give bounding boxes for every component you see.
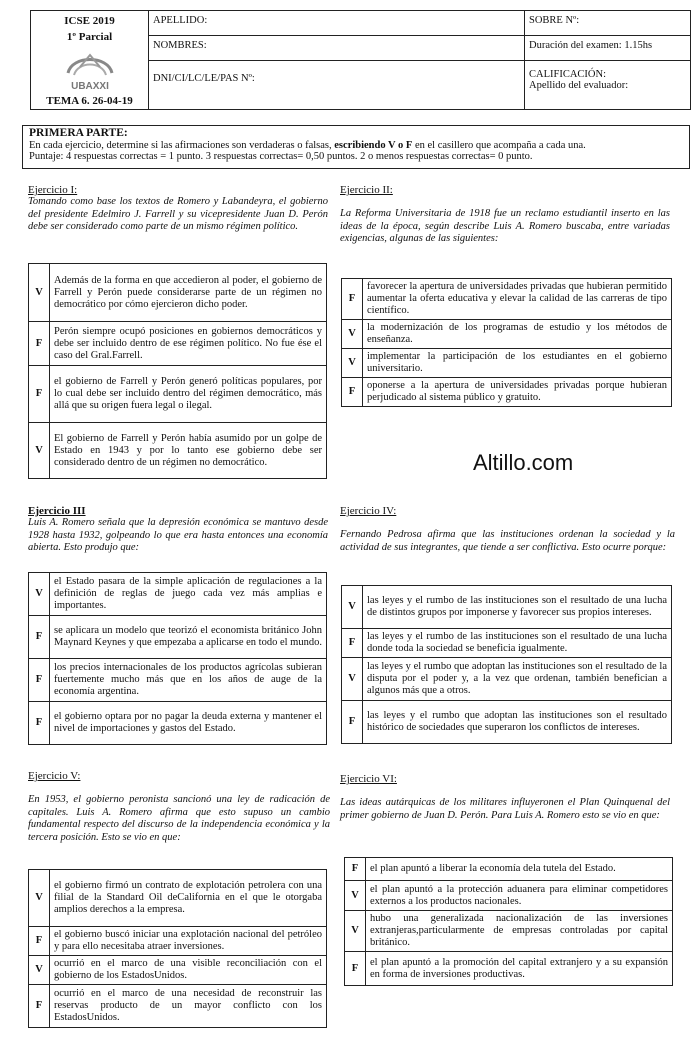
answer-box[interactable]: F — [342, 279, 363, 320]
exercise-3 — [28, 505, 328, 555]
answer-box[interactable]: V — [342, 349, 363, 378]
calificacion-label: CALIFICACIÓN: — [529, 69, 607, 80]
table-row — [29, 659, 327, 702]
statement-text: el plan apuntó a la protección aduanera para eliminar competidores externos a los productos nacionales. — [366, 881, 673, 911]
answer-box[interactable]: V — [29, 956, 50, 985]
ubaxxi-logo — [60, 45, 120, 97]
statement-text: el gobierno buscó iniciar una explotación nacional del petróleo y para ello necesitaba atraer inversiones. — [50, 927, 327, 956]
table-row — [342, 586, 672, 629]
table-row — [29, 573, 327, 616]
table-row — [342, 279, 672, 320]
answer-box[interactable]: F — [342, 701, 363, 744]
statement-text: ocurrió en el marco de una visible reconciliación con el gobierno de los EstadosUnidos. — [50, 956, 327, 985]
exercise-5-table — [28, 869, 327, 1028]
nombres-field[interactable] — [149, 36, 524, 61]
exercise-6-title: Ejercicio VI: — [340, 773, 397, 785]
statement-text: Además de la forma en que accedieron al poder, el gobierno de Farrell y Perón puede considerarse parte de un régimen no democrático por cómo ejercieron dicho poder. — [50, 264, 327, 322]
answer-box[interactable]: F — [29, 702, 50, 745]
statement-text: las leyes y el rumbo que adoptan las instituciones son el resultado de la disputa por el poder y, a la vez que ordenan, también benefician a algunos más que a otros. — [363, 658, 672, 701]
table-row — [29, 616, 327, 659]
exercise-1-title: Ejercicio I: — [28, 184, 78, 196]
statement-text: las leyes y el rumbo de las instituciones son el resultado de una lucha donde toda la sociedad se beneficia igualmente. — [363, 629, 672, 658]
table-row — [29, 956, 327, 985]
answer-box[interactable]: V — [342, 586, 363, 629]
exercise-4-table — [341, 585, 672, 744]
answer-box[interactable]: V — [345, 881, 366, 911]
exercise-5-title: Ejercicio V: — [28, 770, 81, 782]
table-row — [29, 702, 327, 745]
header-right-cell — [525, 11, 690, 109]
exercise-1 — [28, 184, 328, 234]
statement-text: El gobierno de Farrell y Perón había asumido por un golpe de Estado en 1943 y por lo tanto ese gobierno debe ser considerado dentro de un régimen no democrático. — [50, 423, 327, 479]
statement-text: el gobierno de Farrell y Perón generó políticas populares, por lo cual debe ser incluido dentro del régimen democrático, más allá que su origen fuera legal o ilegal. — [50, 366, 327, 423]
statement-text: el gobierno firmó un contrato de explotación petrolera con una filial de la Standard Oil deCalifornia en el que le otorgaba amplios derechos a la empresa. — [50, 870, 327, 927]
exercise-3-body: Luis A. Romero señala que la depresión económica se mantuvo desde 1928 hasta 1932, golpeando lo que era hasta entonces una economía abierta. Esto produjo que: — [28, 517, 328, 553]
answer-box[interactable]: V — [29, 573, 50, 616]
exercise-2 — [340, 184, 670, 246]
statement-text: el Estado pasara de la simple aplicación de regulaciones a la definición de reglas de juego cada vez más amplias e importantes. — [50, 573, 327, 616]
statement-text: las leyes y el rumbo de las instituciones son el resultado de una lucha de distintos grupos por imponerse y favorecer sus propios intereses. — [363, 586, 672, 629]
duracion-field — [525, 36, 690, 61]
header-middle-cell — [149, 11, 525, 109]
answer-box[interactable]: F — [345, 952, 366, 986]
table-row — [342, 320, 672, 349]
statement-text: Perón siempre ocupó posiciones en gobiernos democráticos y debe ser incluido dentro de ese régimen político. No fue ése el caso del Gral.Farrell. — [50, 322, 327, 366]
answer-box[interactable]: F — [342, 378, 363, 407]
exercise-2-title: Ejercicio II: — [340, 184, 393, 196]
exercise-6-body: Las ideas autárquicas de los militares influyeronen el Plan Quinquenal del primer gobierno de Juan D. Perón. Para Luis A. Romero esto se vio en que: — [340, 797, 670, 821]
table-row — [342, 701, 672, 744]
instructions-box — [22, 125, 690, 169]
answer-box[interactable]: F — [29, 616, 50, 659]
exercise-2-table — [341, 278, 672, 407]
table-row — [29, 927, 327, 956]
answer-box[interactable]: V — [29, 423, 50, 479]
sobre-label: SOBRE Nº: — [529, 15, 580, 26]
statement-text: el plan apuntó a liberar la economía dela tutela del Estado. — [366, 858, 673, 881]
statement-text: oponerse a la apertura de universidades privadas porque hubieran perjudicado al sistema público y gratuito. — [363, 378, 672, 407]
logo-text: UBAXXI — [70, 81, 109, 92]
apellido-field[interactable] — [149, 11, 524, 36]
instructions-line-1 — [29, 140, 683, 152]
statement-text: implementar la participación de los estudiantes en el gobierno universitario. — [363, 349, 672, 378]
answer-box[interactable]: F — [29, 366, 50, 423]
exercise-5-body: En 1953, el gobierno peronista sancionó una ley de radicación de capitales. Luis A. Romero afirma que esto supuso un cambio fundamental respecto del discurso de la independencia económica y la tercera posición. Esto se vio en que: — [28, 794, 330, 843]
instructions-text-a: En cada ejercicio, determine si las afirmaciones son verdaderas o falsas, — [29, 139, 335, 151]
table-row — [342, 349, 672, 378]
instructions-line-2: Puntaje: 4 respuestas correctas = 1 punto. 3 respuestas correctas= 0,50 puntos. 2 o menos respuestas correctas= 0 punto. — [29, 151, 533, 162]
exercise-4-title: Ejercicio IV: — [340, 505, 397, 517]
exercise-1-body: Tomando como base los textos de Romero y Labandeyra, el gobierno del presidente Edelmiro J. Farrell y su vicepresidente Juan D. Perón debe ser considerado como parte de un mismo régimen político. — [28, 196, 328, 232]
evaluador-label: Apellido del evaluador: — [529, 80, 629, 91]
answer-box[interactable]: V — [29, 870, 50, 927]
answer-box[interactable]: V — [345, 911, 366, 952]
table-row — [29, 985, 327, 1028]
answer-box[interactable]: F — [29, 985, 50, 1028]
table-row — [345, 881, 673, 911]
table-row — [29, 366, 327, 423]
statement-text: los precios internacionales de los productos agrícolas subieran fuertemente mucho más que en los años de auge de la economía argentina. — [50, 659, 327, 702]
calificacion-field[interactable] — [525, 63, 690, 108]
dni-field[interactable] — [149, 63, 524, 108]
exercise-3-table — [28, 572, 327, 745]
answer-box[interactable]: F — [29, 927, 50, 956]
table-row — [345, 858, 673, 881]
exam-parcial: 1º Parcial — [66, 31, 113, 43]
table-row — [29, 264, 327, 322]
exercise-1-table — [28, 263, 327, 479]
table-row — [29, 322, 327, 366]
exercise-4-body: Fernando Pedrosa afirma que las instituciones ordenan la sociedad y la actividad de sus integrantes, que tiende a ser conflictiva. Esto ocurre porque: — [340, 529, 675, 553]
instructions-text-c: en el casillero que acompaña a cada una. — [412, 139, 586, 151]
duracion-label: Duración del examen: 1.15hs — [529, 40, 653, 51]
answer-box[interactable]: F — [342, 629, 363, 658]
answer-box[interactable]: V — [342, 320, 363, 349]
exam-header — [30, 10, 691, 110]
header-left-cell — [31, 11, 149, 109]
exam-tema: TEMA 6. 26-04-19 — [46, 95, 133, 107]
statement-text: las leyes y el rumbo que adoptan las instituciones son el resultado histórico de sociedades que superaron los conflictos de intereses. — [363, 701, 672, 744]
statement-text: el plan apuntó a la promoción del capital extranjero y a su expansión en forma de inversiones productivas. — [366, 952, 673, 986]
dni-label: DNI/CI/LC/LE/PAS Nº: — [153, 73, 255, 84]
table-row — [345, 911, 673, 952]
table-row — [342, 629, 672, 658]
exam-name: ICSE 2019 — [64, 15, 115, 27]
statement-text: favorecer la apertura de universidades privadas que hubieran permitido aumentar la oferta educativa y elevar la calidad de las carreras de tipo científico. — [363, 279, 672, 320]
statement-text: el gobierno optara por no pagar la deuda externa y mantener el nivel de importaciones y gastos del Estado. — [50, 702, 327, 745]
statement-text: se aplicara un modelo que teorizó el economista británico John Maynard Keynes y que empezaba a aplicarse en todo el mundo. — [50, 616, 327, 659]
statement-text: ocurrió en el marco de una necesidad de reconstruir las reservas producto de un mayor conflicto con los EstadosUnidos. — [50, 985, 327, 1028]
exercise-2-body: La Reforma Universitaria de 1918 fue un reclamo estudiantil inserto en las ideas de la época, según describe Luis A. Romero buscaba, entre variadas exigencias, algunas de las siguientes: — [340, 208, 670, 244]
exercise-3-title: Ejercicio III — [28, 505, 86, 517]
sobre-field[interactable] — [525, 11, 690, 36]
answer-box[interactable]: F — [29, 322, 50, 366]
exercise-6-table — [344, 857, 673, 986]
table-row — [29, 870, 327, 927]
exercise-5 — [28, 770, 330, 844]
answer-box[interactable]: V — [29, 264, 50, 322]
nombres-label: NOMBRES: — [153, 40, 207, 51]
answer-box[interactable]: V — [342, 658, 363, 701]
table-row — [345, 952, 673, 986]
exercise-4 — [340, 505, 675, 554]
primera-title: PRIMERA PARTE: — [29, 127, 128, 139]
statement-text: hubo una generalizada nacionalización de las inversiones extranjeras,particularmente de empresas controladas por capital británico. — [366, 911, 673, 952]
answer-box[interactable]: F — [29, 659, 50, 702]
table-row — [29, 423, 327, 479]
answer-box[interactable]: F — [345, 858, 366, 881]
ubaxxi-logo-icon — [60, 45, 120, 97]
table-row — [342, 658, 672, 701]
watermark: Altillo.com — [473, 450, 574, 475]
instructions-text-b: escribiendo V o F — [334, 139, 413, 151]
table-row — [342, 378, 672, 407]
exercise-6 — [340, 773, 670, 822]
apellido-label: APELLIDO: — [153, 15, 208, 26]
statement-text: la modernización de los programas de estudio y los métodos de enseñanza. — [363, 320, 672, 349]
